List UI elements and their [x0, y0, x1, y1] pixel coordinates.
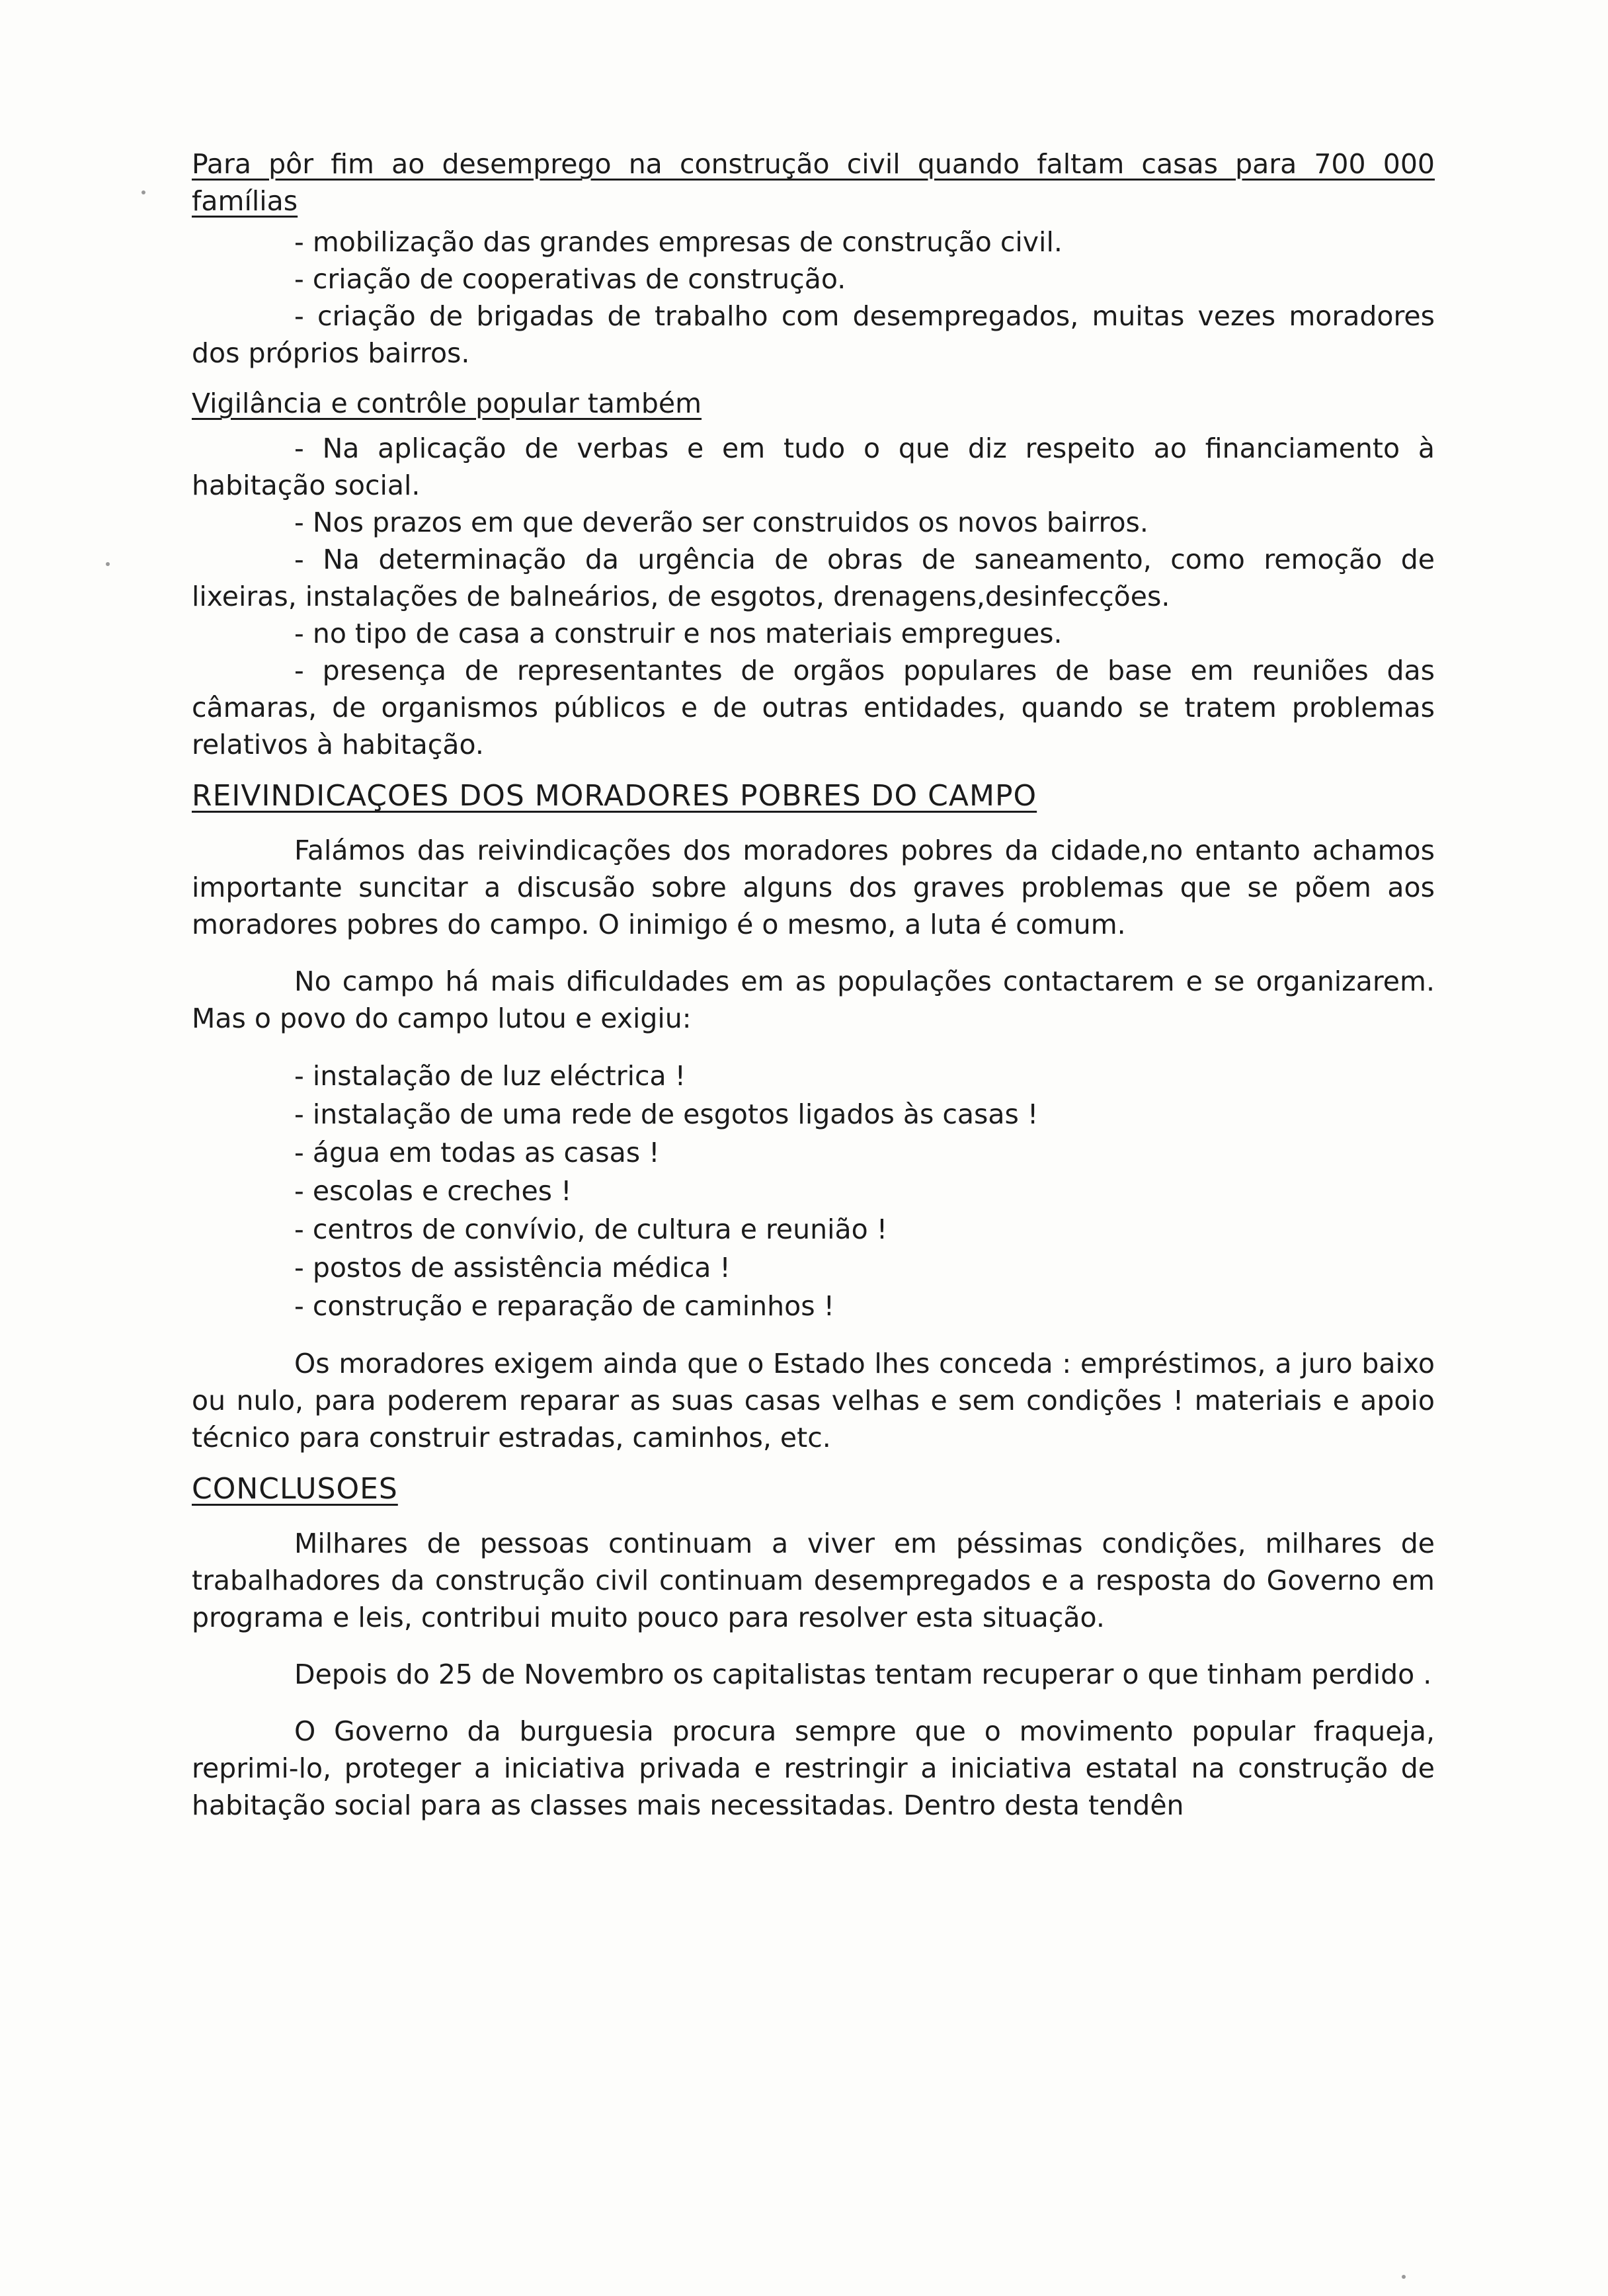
- body-paragraph: O Governo da burguesia procura sempre que o movimento popular fraqueja, reprimi-lo, proteger a iniciativa privada e restringir a iniciativa estatal na construção de habitação social para as classes mais necessitadas. Dentro desta tendên: [192, 1715, 1435, 1821]
- section-heading-vigilance: Vigilância e contrôle popular também: [192, 388, 702, 419]
- section-1-list: [192, 224, 1435, 372]
- body-paragraph: Falámos das reivindicações dos moradores pobres da cidade,no entanto achamos importante suncitar a discusão sobre alguns dos graves problemas que se põem aos moradores pobres do campo. O inimigo é o mesmo, a luta é comum.: [192, 835, 1435, 940]
- section-heading-rural-demands: REIVINDICAÇOES DOS MORADORES POBRES DO CAMPO: [192, 779, 1037, 813]
- body-paragraph: No campo há mais dificuldades em as populações contactarem e se organizarem. Mas o povo do campo lutou e exigiu:: [192, 965, 1435, 1034]
- list-item: - água em todas as casas !: [294, 1137, 660, 1168]
- list-item: - criação de cooperativas de construção.: [294, 263, 846, 295]
- demands-list: [192, 1057, 1435, 1325]
- list-item: - no tipo de casa a construir e nos materiais empregues.: [294, 618, 1063, 649]
- list-item: - criação de brigadas de trabalho com desempregados, muitas vezes moradores dos próprios bairros.: [192, 300, 1435, 369]
- body-paragraph: Os moradores exigem ainda que o Estado lhes conceda : empréstimos, a juro baixo ou nulo, para poderem reparar as suas casas velhas e sem condições ! materiais e apoio técnico para construir estradas, caminhos, etc.: [192, 1348, 1435, 1454]
- list-item: - centros de convívio, de cultura e reunião !: [294, 1213, 888, 1245]
- section-2-list: [192, 430, 1435, 763]
- section-heading-unemployment: Para pôr fim ao desemprego na construção civil quando faltam casas para 700 000 famílias: [192, 148, 1435, 217]
- list-item: - Na determinação da urgência de obras de saneamento, como remoção de lixeiras, instalações de balneários, de esgotos, drenagens,desinfecções.: [192, 544, 1435, 612]
- scan-speck: [141, 190, 145, 194]
- list-item: - instalação de uma rede de esgotos ligados às casas !: [294, 1098, 1039, 1130]
- scan-speck: [106, 562, 110, 566]
- list-item: - instalação de luz eléctrica !: [294, 1060, 686, 1092]
- scan-speck: [1402, 2275, 1406, 2279]
- document-page: [192, 145, 1435, 1824]
- list-item: - presença de representantes de orgãos populares de base em reuniões das câmaras, de organismos públicos e de outras entidades, quando se tratem problemas relativos à habitação.: [192, 655, 1435, 760]
- list-item: - Na aplicação de verbas e em tudo o que diz respeito ao financiamento à habitação social.: [192, 432, 1435, 501]
- list-item: - postos de assistência médica !: [294, 1252, 731, 1284]
- list-item: - construção e reparação de caminhos !: [294, 1290, 835, 1322]
- list-item: - escolas e creches !: [294, 1175, 572, 1207]
- body-paragraph: Depois do 25 de Novembro os capitalistas tentam recuperar o que tinham perdido .: [294, 1659, 1432, 1690]
- list-item: - mobilização das grandes empresas de construção civil.: [294, 226, 1063, 258]
- body-paragraph: Milhares de pessoas continuam a viver em péssimas condições, milhares de trabalhadores da construção civil continuam desempregados e a resposta do Governo em programa e leis, contribui muito pouco para resolver esta situação.: [192, 1528, 1435, 1633]
- list-item: - Nos prazos em que deverão ser construidos os novos bairros.: [294, 507, 1148, 538]
- section-heading-conclusions: CONCLUSOES: [192, 1472, 398, 1506]
